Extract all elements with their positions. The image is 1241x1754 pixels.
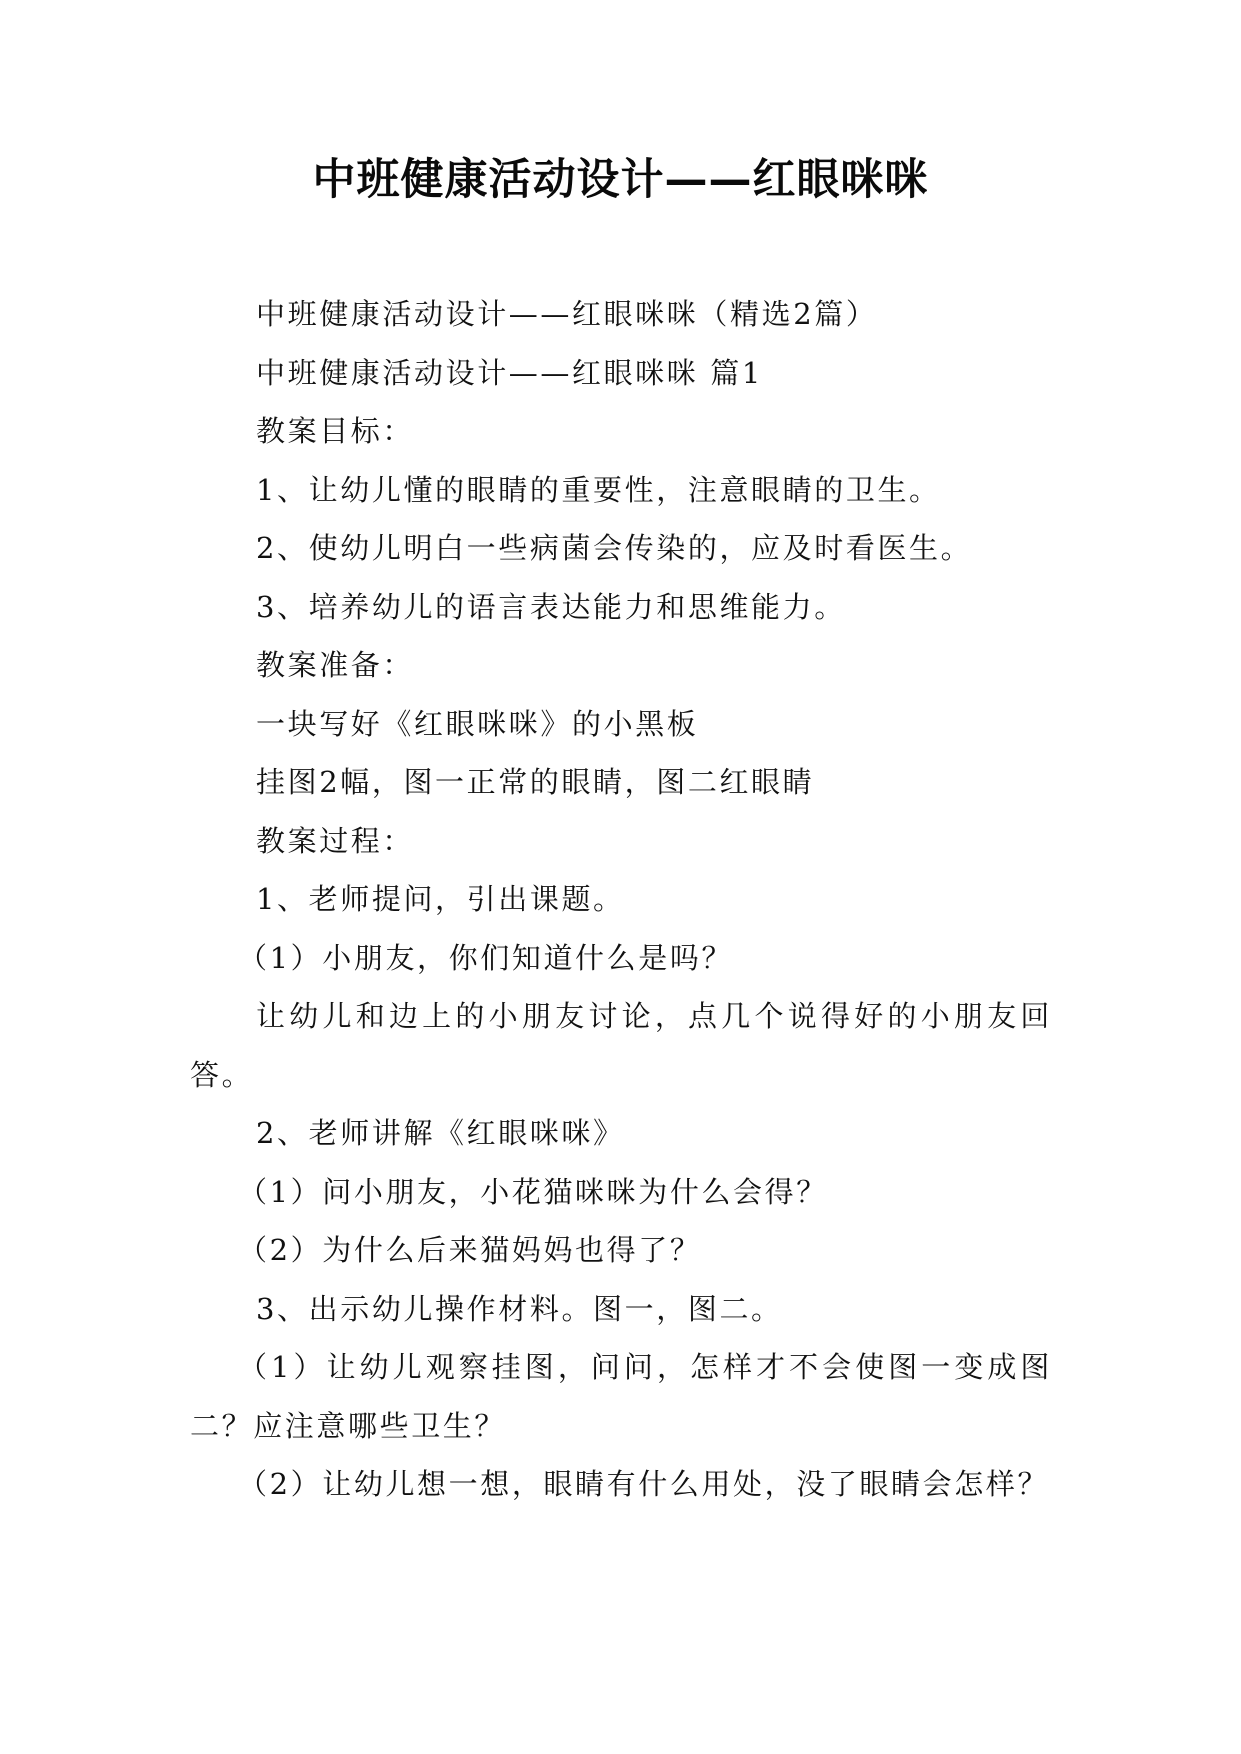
process-step: 2、老师讲解《红眼咪咪》: [256, 1116, 625, 1150]
objective-item: 1、让幼儿懂的眼睛的重要性，注意眼睛的卫生。: [256, 472, 941, 507]
document-body: [190, 285, 1052, 1514]
section-heading: 中班健康活动设计——红眼咪咪 篇1: [256, 355, 763, 390]
preparation-item: 一块写好《红眼咪咪》的小黑板: [256, 706, 699, 741]
objective-item: 2、使幼儿明白一些病菌会传染的，应及时看医生。: [256, 531, 973, 565]
process-step: 3、出示幼儿操作材料。图一，图二。: [256, 1291, 783, 1326]
preparation-item: 挂图2幅，图一正常的眼睛，图二红眼睛: [256, 765, 815, 799]
process-step: 1、老师提问，引出课题。: [256, 882, 625, 916]
document-title: 中班健康活动设计——红眼咪咪: [312, 155, 929, 205]
process-substep: （1）问小朋友，小花猫咪咪为什么会得？: [238, 1174, 828, 1209]
heading-preparation: 教案准备：: [256, 648, 415, 682]
process-substep: （1）让幼儿观察挂图，问问，怎样才不会使图一变成图二？应注意哪些卫生？: [190, 1350, 1052, 1443]
heading-objectives: 教案目标：: [256, 414, 415, 448]
process-paragraph: 让幼儿和边上的小朋友讨论，点几个说得好的小朋友回答。: [190, 999, 1052, 1092]
process-substep: （2）让幼儿想一想，眼睛有什么用处，没了眼睛会怎样？: [238, 1467, 1050, 1501]
objective-item: 3、培养幼儿的语言表达能力和思维能力。: [256, 589, 846, 624]
subtitle-line: 中班健康活动设计——红眼咪咪（精选2篇）: [256, 297, 878, 331]
process-substep: （1）小朋友，你们知道什么是吗？: [238, 940, 734, 975]
heading-process: 教案过程：: [256, 823, 415, 858]
process-substep: （2）为什么后来猫妈妈也得了？: [238, 1233, 702, 1267]
